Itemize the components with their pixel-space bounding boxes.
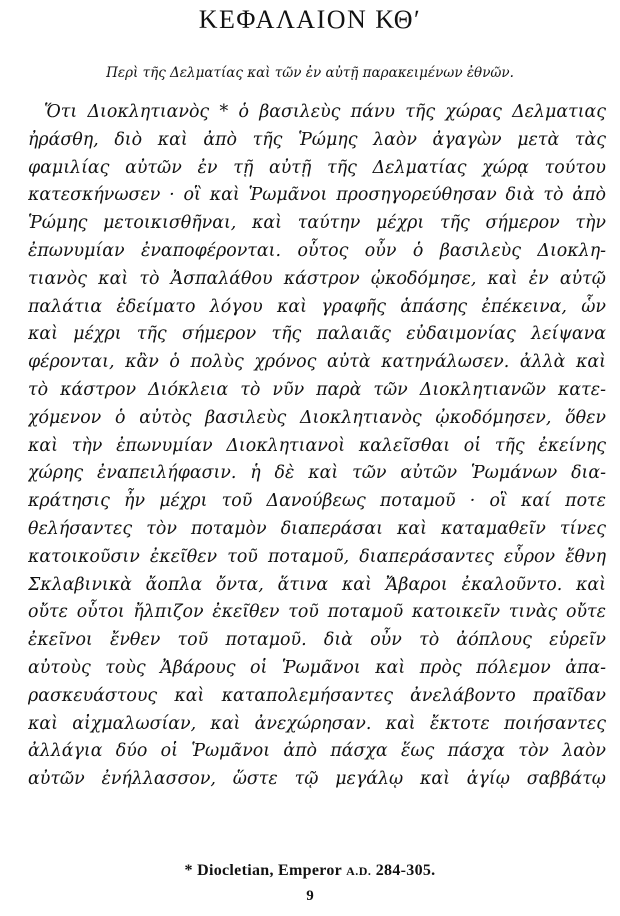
text-line: αὐτοὺς τοὺς Ἀβάρους οἱ Ῥωμᾶνοι καὶ πρὸς πόλεμον ἀπα- <box>28 657 606 678</box>
chapter-title: ΚΕΦΑΛΑΙΟΝ ΚΘʹ <box>198 5 422 34</box>
footnote-years: 284-305. <box>375 862 436 879</box>
body-text <box>28 99 606 794</box>
chapter-subtitle: Περὶ τῆς Δελματίας καὶ τῶν ἐν αὐτῇ παρακειμένων ἐθνῶν. <box>106 65 514 81</box>
text-line: φαμιλίας αὐτῶν ἐν τῇ αὐτῇ τῆς Δελματίας χώρᾳ τούτου <box>28 157 606 178</box>
text-line: καὶ αἰχμαλωσίαν, καὶ ἀνεχώρησαν. καὶ ἔκτοτε ποιήσαντες <box>28 713 606 734</box>
text-line: τιανὸς καὶ τὸ Ἀσπαλάθου κάστρον ᾠκοδόμησε, καὶ ἐν αὐτῷ <box>28 268 606 289</box>
text-line: τὸ κάστρον Διόκλεια τὸ νῦν παρὰ τῶν Διοκλητιανῶν κατε- <box>28 379 606 400</box>
text-line: κράτησις ἦν μέχρι τοῦ Δανούβεως ποταμοῦ · οἳ καί ποτε <box>28 491 606 512</box>
text-line: κατεσκήνωσεν · οἳ καὶ Ῥωμᾶνοι προσηγορεύθησαν διὰ τὸ ἀπὸ <box>28 185 606 206</box>
footnote-era: A.D. <box>346 864 372 878</box>
text-line: παλάτια ἐδείματο λόγου καὶ γραφῆς ἁπάσης ἐπέκεινα, ὧν <box>28 296 606 317</box>
text-line: χόμενον ὁ αὐτὸς βασιλεὺς Διοκλητιανὸς ᾠκοδόμησεν, ὅθεν <box>28 407 606 428</box>
text-line: ἐκεῖνοι ἔνθεν τοῦ ποταμοῦ. διὰ οὖν τὸ ἀόπλους εὑρεῖν <box>28 630 606 651</box>
text-line: αὐτῶν ἐνήλλασσον, ὥστε τῷ μεγάλῳ καὶ ἁγίῳ σαββάτῳ <box>28 769 606 790</box>
footnote-text: Diocletian, Emperor <box>197 862 342 879</box>
text-line: καὶ τὴν ἐπωνυμίαν Διοκλητιανοὶ καλεῖσθαι οἱ τῆς ἐκείνης <box>28 435 606 456</box>
footnote <box>0 861 620 881</box>
text-line: φέρονται, κἂν ὁ πολὺς χρόνος αὐτὰ κατηνάλωσεν. ἀλλὰ καὶ <box>28 352 606 373</box>
text-line: Ῥώμης μετοικισθῆναι, καὶ ταύτην μέχρι τῆς σήμερον τὴν <box>28 213 606 234</box>
text-line: Σκλαβινικὰ ἄοπλα ὄντα, ἅτινα καὶ Ἄβαροι ἐκαλοῦντο. καὶ <box>28 574 606 595</box>
text-line: θελήσαντες τὸν ποταμὸν διαπεράσαι καὶ καταμαθεῖν τίνες <box>28 518 606 539</box>
text-line: οὔτε οὗτοι ἤλπιζον ἐκεῖθεν τοῦ ποταμοῦ κατοικεῖν τινὰς οὔτε <box>28 602 606 623</box>
text-line: ἀλλάγια δύο οἱ Ῥωμᾶνοι ἀπὸ πάσχα ἕως πάσχα τὸν λαὸν <box>28 741 606 762</box>
text-line: κατοικοῦσιν ἐκεῖθεν τοῦ ποταμοῦ, διαπεράσαντες εὗρον ἔθνη <box>28 546 606 567</box>
text-line: χώρης ἐναπειλήφασιν. ἡ δὲ καὶ τῶν αὐτῶν Ῥωμάνων δια- <box>28 463 606 484</box>
text-line: ἠράσθη, διὸ καὶ ἀπὸ τῆς Ῥώμης λαὸν ἀγαγὼν μετὰ τὰς <box>28 129 606 150</box>
page-number: 9 <box>306 888 314 904</box>
text-line: ἐπωνυμίαν ἐναποφέρονται. οὗτος οὖν ὁ βασιλεὺς Διοκλη- <box>28 240 606 261</box>
footnote-marker: * <box>184 862 193 879</box>
text-line: ρασκευάστους καὶ καταπολεμήσαντες ἀνελάβοντο πραῖδαν <box>28 685 606 706</box>
text-line: Ὅτι Διοκλητιανὸς * ὁ βασιλεὺς πάνυ τῆς χώρας Δελματιας <box>44 102 606 122</box>
text-line: καὶ μέχρι τῆς σήμερον τῆς παλαιᾶς εὐδαιμονίας λείψανα <box>28 324 606 345</box>
